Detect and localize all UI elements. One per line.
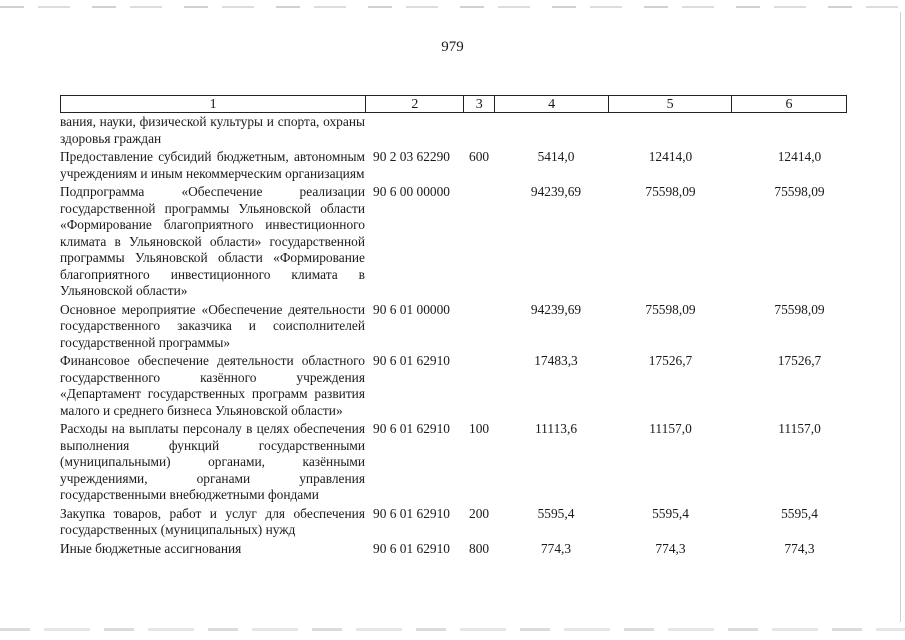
scan-edge-top <box>0 6 905 8</box>
row-code: 90 6 01 62910 <box>373 505 450 521</box>
row-name: Финансовое обеспечение деятельности областного государственного казённого учреждения «Департамент государственных программ развития малого и среднего бизнеса Ульяновской области» <box>60 353 365 418</box>
row-value-6: 75598,09 <box>774 301 825 317</box>
row-value-4: 94239,69 <box>530 301 582 317</box>
row-value-5: 75598,09 <box>645 184 696 199</box>
table-row <box>60 506 847 539</box>
row-type: 100 <box>469 421 490 436</box>
row-value-6 <box>732 114 847 147</box>
header-col-6: 6 <box>731 96 846 112</box>
row-code <box>367 114 465 147</box>
row-value-6: 5595,4 <box>781 505 818 521</box>
row-value-4: 11113,6 <box>534 421 578 436</box>
row-code: 90 6 01 62910 <box>373 421 450 436</box>
row-value-5: 75598,09 <box>645 301 696 317</box>
page-number: 979 <box>441 39 464 55</box>
row-type <box>465 184 495 300</box>
row-value-5: 17526,7 <box>648 353 693 368</box>
row-value-5 <box>609 114 732 147</box>
row-value-4: 5595,4 <box>537 505 575 521</box>
row-type <box>465 353 495 419</box>
row-type <box>465 302 495 352</box>
row-name: Иные бюджетные ассигнования <box>60 540 242 556</box>
table-row <box>60 114 847 147</box>
row-name: Основное мероприятие «Обеспечение деятельности государственного заказчика и соисполнителей государственной программы» <box>60 301 365 350</box>
row-name: Закупка товаров, работ и услуг для обеспечения государственных (муниципальных) нужд <box>60 505 365 537</box>
row-value-6: 17526,7 <box>777 353 822 368</box>
table-header <box>60 95 847 113</box>
row-value-6: 774,3 <box>784 540 815 556</box>
row-code: 90 6 00 00000 <box>373 184 450 199</box>
row-type <box>465 114 495 147</box>
row-name: Подпрограмма «Обеспечение реализации государственной программы Ульяновской области «Формирование благоприятного инвестиционного климата в Ульяновской области» государственной программы Ульяновской области «Формирование благоприятного инвестиционного климата в Ульяновской области» <box>60 184 365 298</box>
row-value-4: 5414,0 <box>537 149 575 164</box>
row-code: 90 2 03 62290 <box>373 149 450 164</box>
row-value-4: 774,3 <box>540 540 572 556</box>
row-value-4 <box>495 114 609 147</box>
header-col-1: 1 <box>209 97 217 112</box>
row-name: Предоставление субсидий бюджетным, автономным учреждениям и иным некоммерческим организациям <box>60 149 365 181</box>
table-row <box>60 184 847 300</box>
header-col-4: 4 <box>494 96 608 112</box>
row-value-5: 12414,0 <box>648 149 693 164</box>
row-type: 800 <box>469 540 490 556</box>
row-code: 90 6 01 00000 <box>373 301 450 317</box>
scan-edge-bottom <box>0 628 905 631</box>
row-value-4: 17483,3 <box>534 353 578 368</box>
header-col-5: 5 <box>608 96 731 112</box>
row-name: вания, науки, физической культуры и спорта, охраны здоровья граждан <box>60 114 365 146</box>
row-name: Расходы на выплаты персоналу в целях обеспечения выполнения функций государственными (муниципальными) органами, казёнными учреждениями, органами управления государственными внебюджетными фондами <box>60 421 365 502</box>
row-value-5: 774,3 <box>655 540 686 556</box>
scan-edge-right <box>900 12 901 622</box>
row-value-5: 11157,0 <box>649 421 692 436</box>
row-value-4: 94239,69 <box>530 184 582 199</box>
header-col-2: 2 <box>365 96 463 112</box>
row-value-6: 11157,0 <box>778 421 821 436</box>
row-type: 200 <box>469 505 490 521</box>
table-row <box>60 149 847 182</box>
row-code: 90 6 01 62910 <box>373 353 450 368</box>
row-code: 90 6 01 62910 <box>373 540 450 556</box>
table-row <box>60 541 847 558</box>
budget-table <box>60 95 847 557</box>
row-value-5: 5595,4 <box>652 505 689 521</box>
table-row <box>60 353 847 419</box>
row-value-6: 75598,09 <box>774 184 825 199</box>
row-value-6: 12414,0 <box>777 149 822 164</box>
table-row <box>60 421 847 504</box>
header-col-3: 3 <box>463 96 494 112</box>
row-type: 600 <box>469 149 490 164</box>
table-row <box>60 302 847 352</box>
